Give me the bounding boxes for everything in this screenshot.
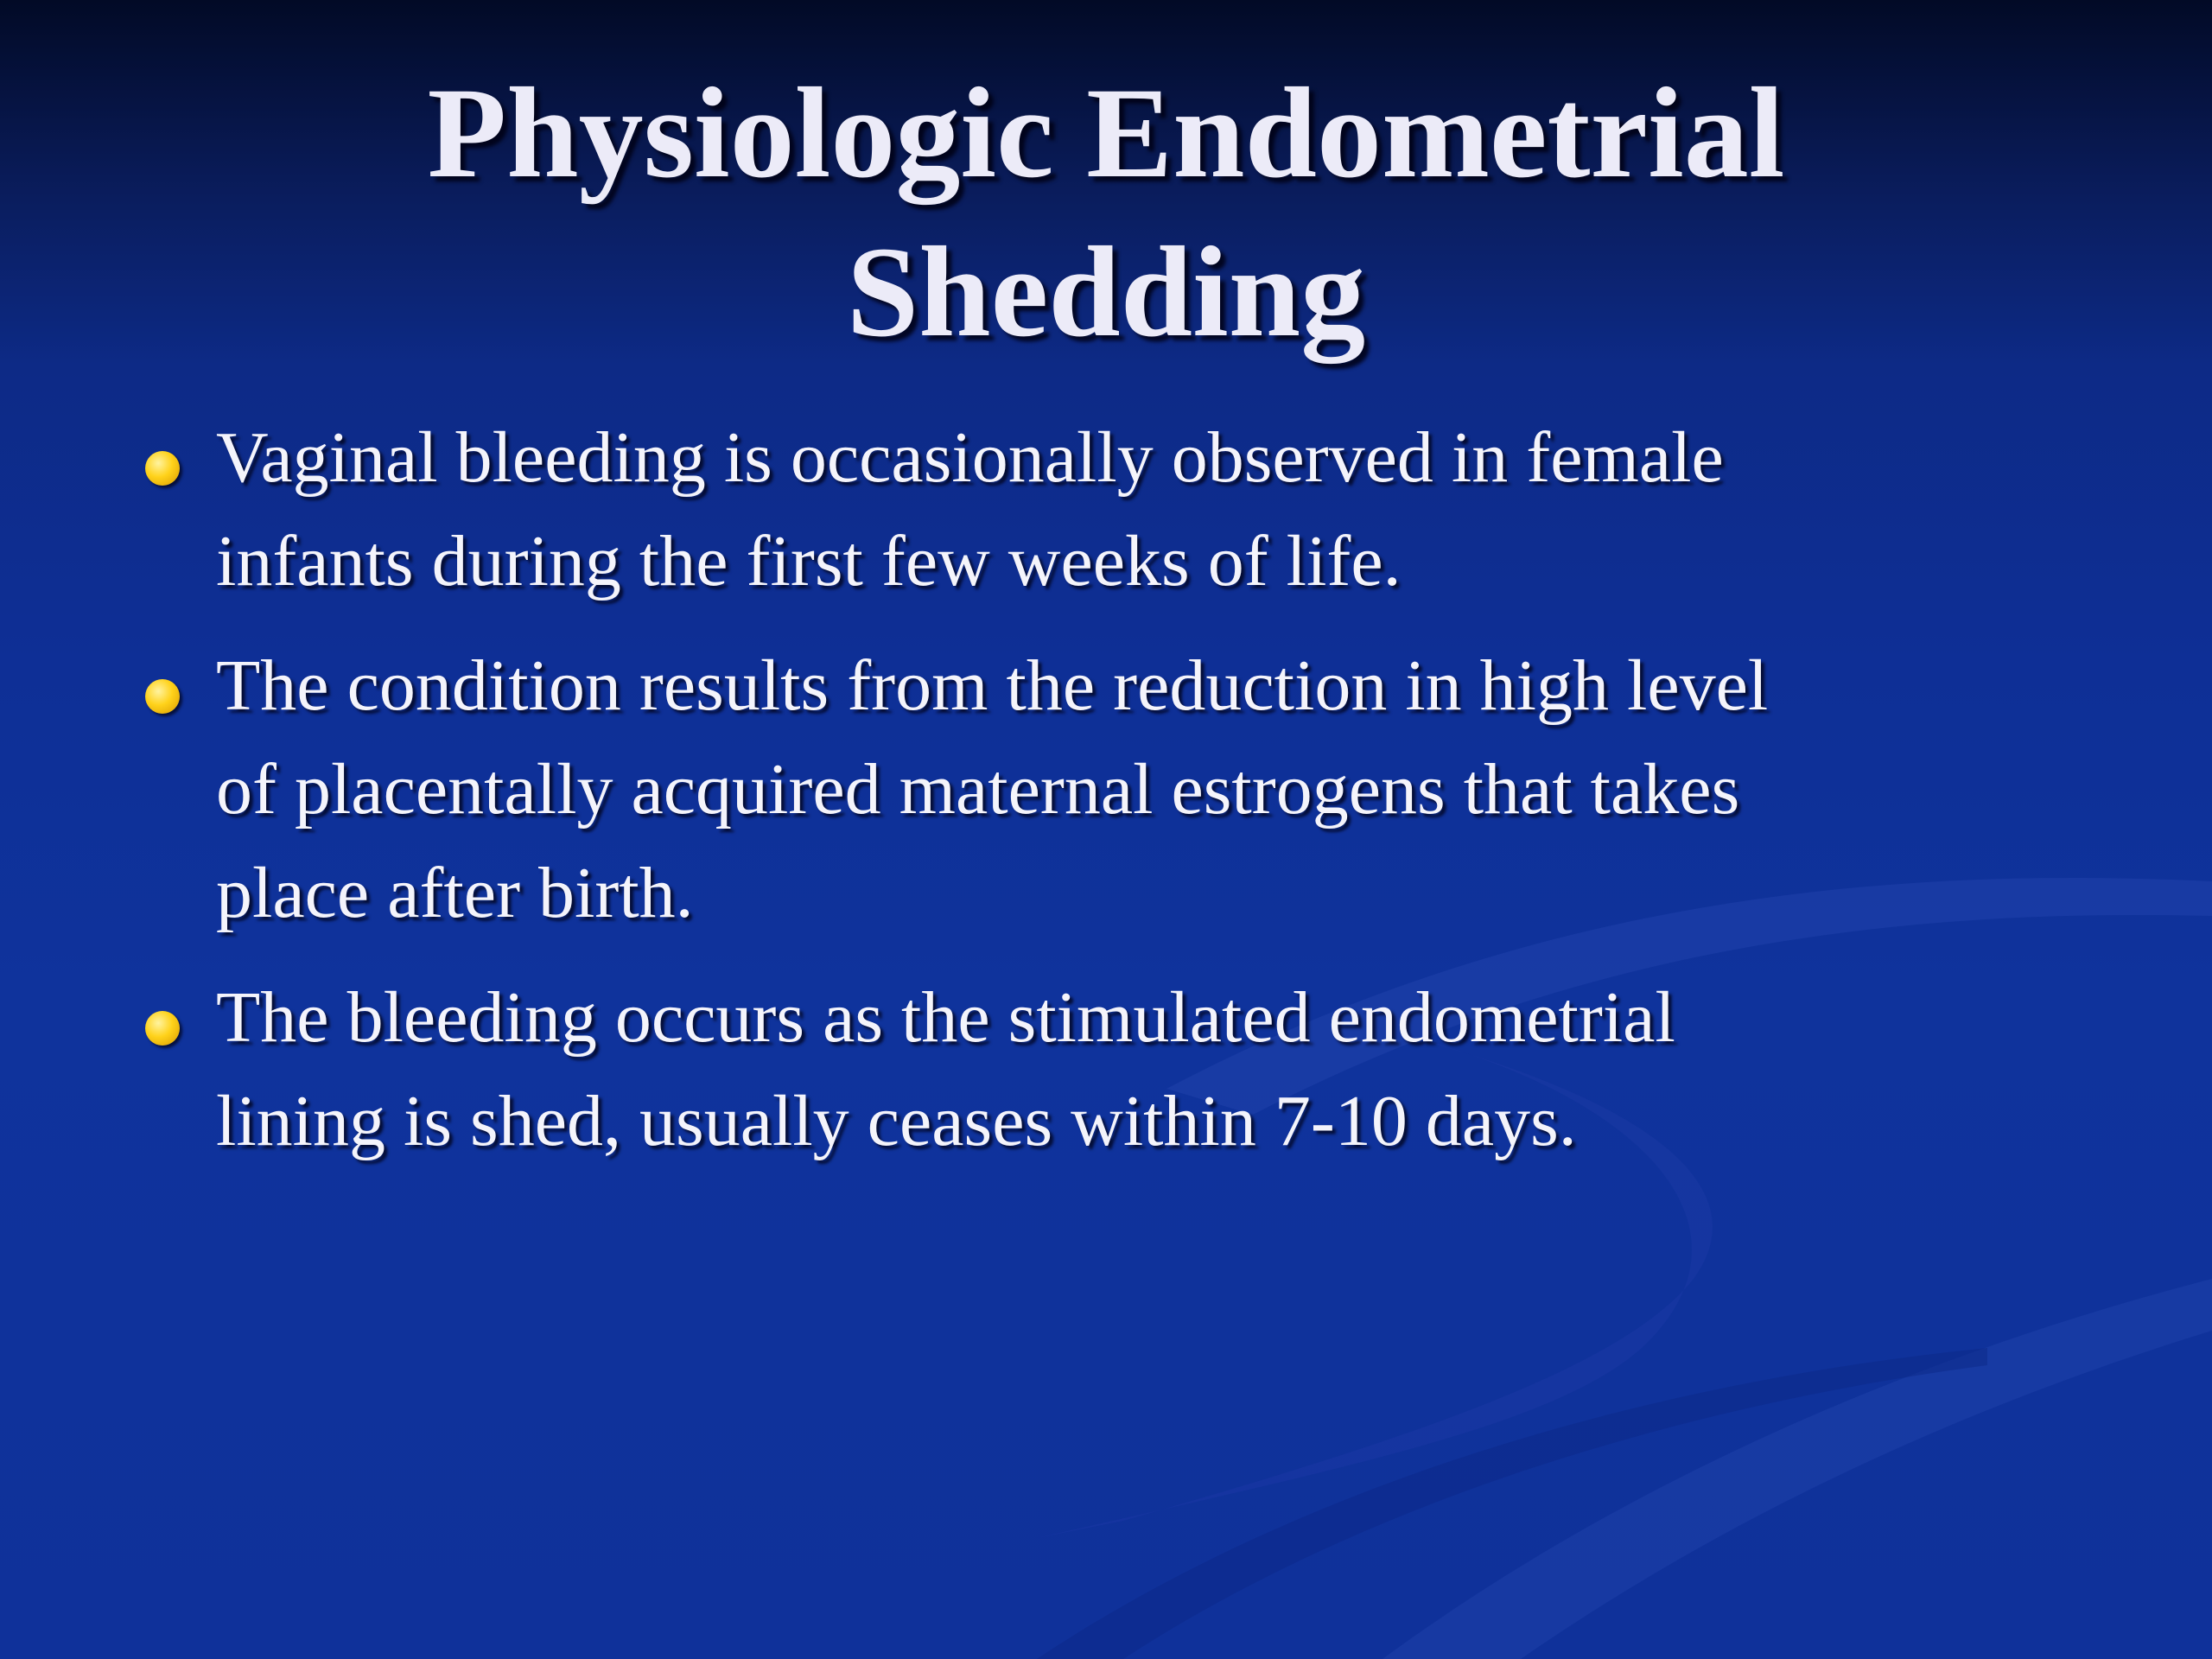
bullet-item xyxy=(0,966,2065,1173)
bullet-text-line: Vaginal bleeding is occasionally observed in female xyxy=(216,417,1724,498)
yellow-dot-icon xyxy=(145,451,180,486)
bullet-text-line: lining is shed, usually ceases within 7-10 days. xyxy=(216,1081,1577,1161)
yellow-dot-icon xyxy=(145,1011,180,1046)
bullet-text-line: The bleeding occurs as the stimulated endometrial xyxy=(216,977,1675,1058)
bullet-list xyxy=(0,406,2212,1194)
slide-title-line-1: Physiologic Endometrial xyxy=(427,61,1785,205)
slide-title-line-2: Shedding xyxy=(846,220,1366,364)
bullet-text-line: infants during the first few weeks of life. xyxy=(216,521,1402,601)
bullet-text-line: The condition results from the reduction in high level xyxy=(216,645,1769,726)
bullet-text-line: place after birth. xyxy=(216,853,694,933)
bullet-item xyxy=(0,406,2065,613)
slide-title xyxy=(0,54,2212,372)
bullet-text-line: of placentally acquired maternal estrogens that takes xyxy=(216,749,1740,830)
bullet-item xyxy=(0,634,2065,945)
yellow-dot-icon xyxy=(145,679,180,714)
